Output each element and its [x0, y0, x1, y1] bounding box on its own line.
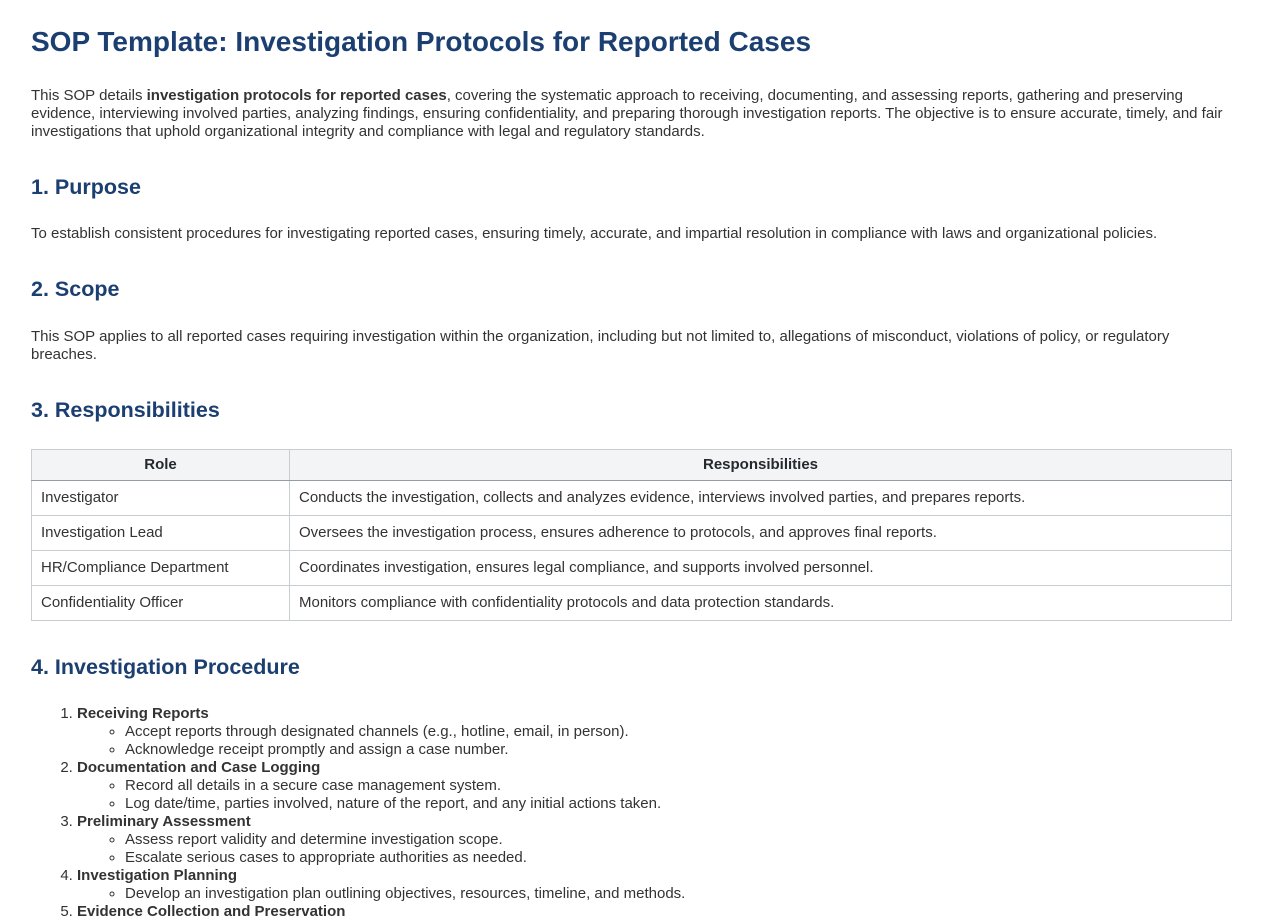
- section-heading-scope: 2. Scope: [31, 277, 120, 302]
- procedure-substep-list: [77, 831, 1232, 867]
- scope-paragraph: This SOP applies to all reported cases requiring investigation within the organization, including but not limited to, allegations of misconduct, violations of policy, or regulatory breaches.: [31, 328, 1170, 364]
- responsibilities-column-header: Responsibilities: [290, 449, 1232, 480]
- role-cell: Confidentiality Officer: [32, 585, 290, 620]
- intro-text-suffix: , covering the systematic approach to receiving, documenting, and assessing reports, gathering and preserving evidence, interviewing involved parties, analyzing findings, ensuring confidentiality, and preparing thorough investigation reports. The objective is to ensure accurate, timely, and fair investigations that uphold organizational integrity and compliance with legal and regulatory standards.: [31, 86, 1223, 140]
- responsibility-cell: Monitors compliance with confidentiality protocols and data protection standards.: [290, 585, 1232, 620]
- table-row: [32, 550, 1232, 585]
- responsibility-cell: Conducts the investigation, collects and analyzes evidence, interviews involved parties, and prepares reports.: [290, 480, 1232, 515]
- intro-paragraph: [31, 87, 1232, 141]
- role-column-header: Role: [32, 449, 290, 480]
- role-cell: Investigation Lead: [32, 515, 290, 550]
- procedure-list: [31, 705, 1232, 921]
- table-row: [32, 515, 1232, 550]
- procedure-step-title: Receiving Reports: [77, 705, 209, 723]
- procedure-substep: ◦ Escalate serious cases to appropriate authorities as needed.: [125, 849, 1232, 867]
- procedure-step-title: Evidence Collection and Preservation: [77, 903, 346, 921]
- procedure-substep: ◦ Record all details in a secure case management system.: [125, 777, 1232, 795]
- responsibility-cell: Oversees the investigation process, ensures adherence to protocols, and approves final reports.: [290, 515, 1232, 550]
- responsibility-cell: Coordinates investigation, ensures legal compliance, and supports involved personnel.: [290, 550, 1232, 585]
- procedure-substep-list: [77, 777, 1232, 813]
- procedure-step: [77, 813, 1232, 867]
- procedure-step-title: Documentation and Case Logging: [77, 759, 321, 777]
- procedure-step-title: Preliminary Assessment: [77, 813, 251, 831]
- table-row: [32, 480, 1232, 515]
- procedure-step: [77, 705, 1232, 759]
- document-title: SOP Template: Investigation Protocols for Reported Cases: [31, 26, 812, 57]
- procedure-substep: ◦ Log date/time, parties involved, nature of the report, and any initial actions taken.: [125, 795, 1232, 813]
- section-heading-responsibilities: 3. Responsibilities: [31, 398, 220, 423]
- procedure-substep-list: [77, 723, 1232, 759]
- procedure-step: [77, 867, 1232, 903]
- procedure-substep: ◦ Accept reports through designated channels (e.g., hotline, email, in person).: [125, 723, 1232, 741]
- procedure-substep-list: [77, 885, 1232, 903]
- section-heading-purpose: 1. Purpose: [31, 174, 141, 199]
- role-cell: Investigator: [32, 480, 290, 515]
- role-cell: HR/Compliance Department: [32, 550, 290, 585]
- procedure-step-title: Investigation Planning: [77, 867, 238, 885]
- procedure-substep: ◦ Acknowledge receipt promptly and assign a case number.: [125, 741, 1232, 759]
- section-heading-procedure: 4. Investigation Procedure: [31, 654, 300, 679]
- table-row: [32, 585, 1232, 620]
- procedure-substep: ◦ Develop an investigation plan outlining objectives, resources, timeline, and methods.: [125, 885, 1232, 903]
- procedure-step: [77, 903, 1232, 921]
- intro-text-prefix: This SOP details: [31, 86, 147, 104]
- procedure-step: [77, 759, 1232, 813]
- responsibilities-table: [31, 449, 1232, 621]
- procedure-substep: ◦ Assess report validity and determine investigation scope.: [125, 831, 1232, 849]
- purpose-paragraph: To establish consistent procedures for investigating reported cases, ensuring timely, accurate, and impartial resolution in compliance with laws and organizational policies.: [31, 225, 1158, 243]
- intro-text-bold: investigation protocols for reported cases: [146, 86, 447, 104]
- table-header-row: [32, 449, 1232, 480]
